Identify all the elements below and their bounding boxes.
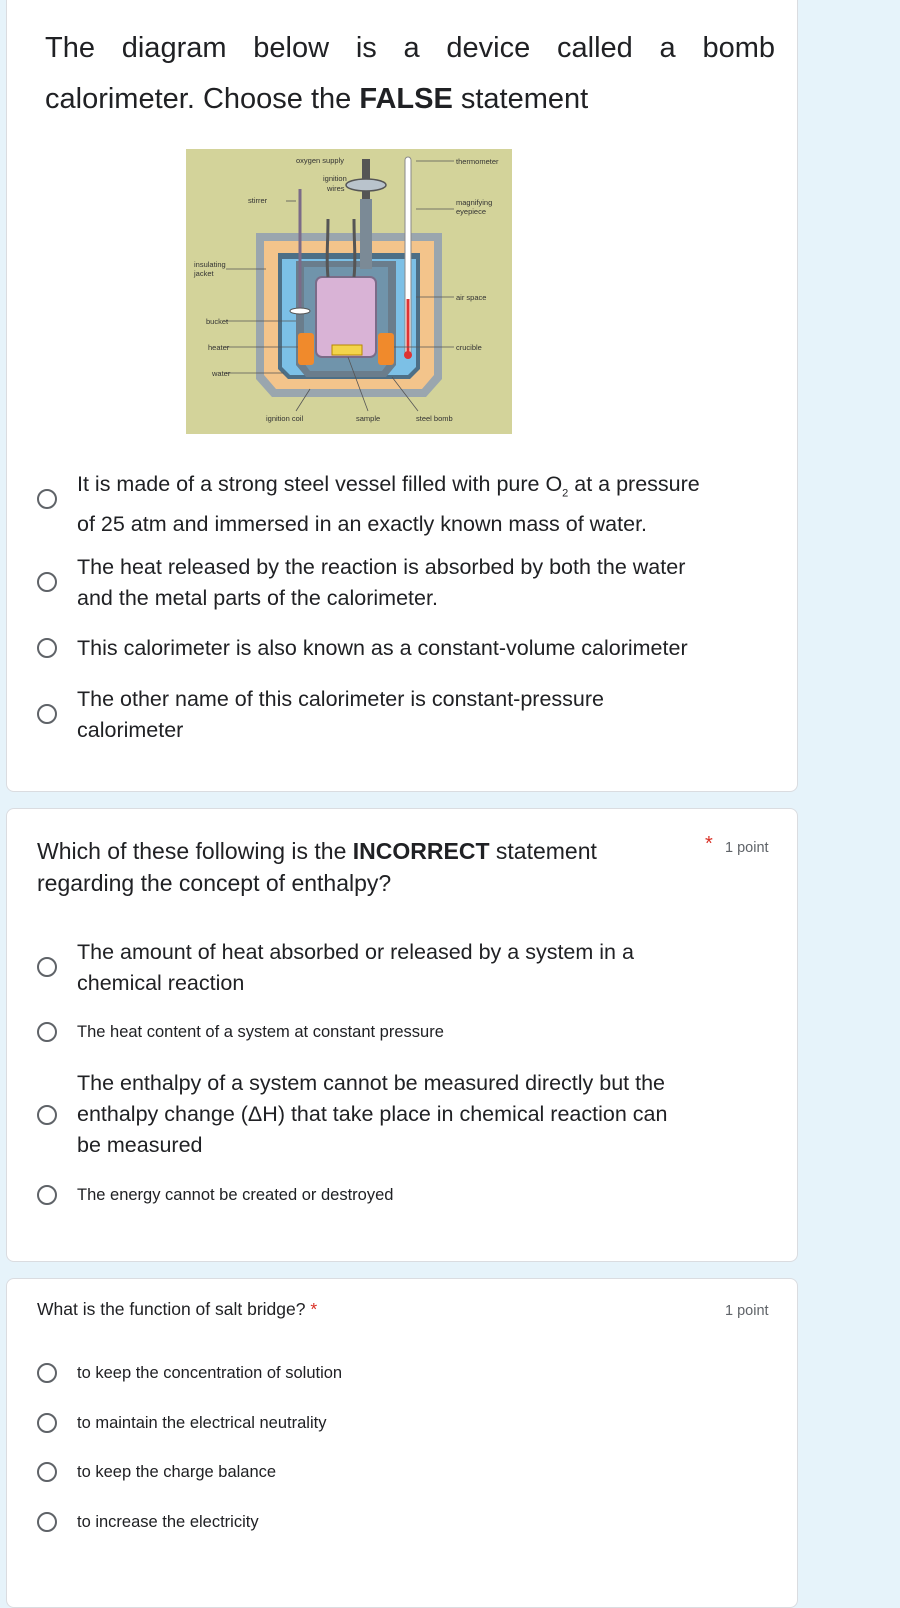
radio-button[interactable] [37, 704, 57, 724]
required-asterisk: * [705, 833, 713, 855]
question-title: The diagram below is a device called a bomb calorimeter. Choose the FALSE statement [45, 32, 775, 115]
points-label: 1 point [725, 1303, 769, 1319]
question-card-bomb-calorimeter [6, 0, 798, 792]
label-thermometer: thermometer [456, 157, 499, 166]
label-magnifying: magnifying [456, 198, 493, 207]
label-bucket: bucket [206, 317, 229, 326]
radio-button[interactable] [37, 572, 57, 592]
option-label: The amount of heat absorbed or released by a system in a chemical reaction [77, 940, 634, 995]
label-stirrer: stirrer [248, 196, 268, 205]
radio-button[interactable] [37, 957, 57, 977]
radio-button[interactable] [37, 1363, 57, 1383]
option-label: It is made of a strong steel vessel filled with pure $O_2$ at a pressure of 25 atm and immersed in an exactly known mass of water. [77, 472, 700, 537]
radio-button[interactable] [37, 1413, 57, 1433]
label-jacket: jacket [194, 269, 214, 278]
label-crucible: crucible [456, 343, 482, 352]
label-sample: sample [356, 414, 381, 423]
option-label: The other name of this calorimeter is constant-pressure calorimeter [77, 687, 604, 742]
option-label: The heat content of a system at constant pressure [77, 1023, 444, 1041]
radio-button[interactable] [37, 1022, 57, 1042]
option-label: The enthalpy of a system cannot be measured directly but the enthalpy change (ΔH) that take place in chemical reaction can be measured [77, 1071, 668, 1157]
label-wires: wires [327, 184, 345, 193]
label-water: water [212, 369, 231, 378]
question-title: Which of these following is the INCORRECT statement regarding the concept of enthalpy? [37, 838, 597, 896]
question-title: What is the function of salt bridge? * [37, 1299, 318, 1319]
radio-button[interactable] [37, 1105, 57, 1125]
option-label: to maintain the electrical neutrality [77, 1414, 327, 1432]
option-label: The energy cannot be created or destroyed [77, 1186, 394, 1204]
option-label: to keep the charge balance [77, 1463, 277, 1481]
question-card-salt-bridge [6, 1278, 798, 1608]
label-steel-bomb: steel bomb [416, 414, 453, 423]
radio-button[interactable] [37, 1462, 57, 1482]
label-heater: heater [208, 343, 230, 352]
radio-button[interactable] [37, 1512, 57, 1532]
label-air-space: air space [456, 293, 487, 302]
option-label: This calorimeter is also known as a constant-volume calorimeter [77, 636, 688, 660]
bomb-calorimeter-diagram [186, 149, 512, 434]
radio-button[interactable] [37, 1185, 57, 1205]
label-insulating: insulating [194, 260, 226, 269]
label-ignition-coil: ignition coil [266, 414, 304, 423]
points-label: 1 point [725, 840, 769, 856]
label-oxygen-supply: oxygen supply [296, 156, 344, 165]
required-asterisk: * [310, 1299, 318, 1319]
option-label: to increase the electricity [77, 1513, 259, 1531]
option-label: The heat released by the reaction is absorbed by both the water and the metal parts of the calorimeter. [77, 555, 686, 610]
option-label: to keep the concentration of solution [77, 1364, 343, 1382]
question-card-enthalpy [6, 808, 798, 1262]
radio-button[interactable] [37, 489, 57, 509]
label-ignition: ignition [323, 174, 347, 183]
label-eyepiece: eyepiece [456, 207, 487, 216]
radio-button[interactable] [37, 638, 57, 658]
